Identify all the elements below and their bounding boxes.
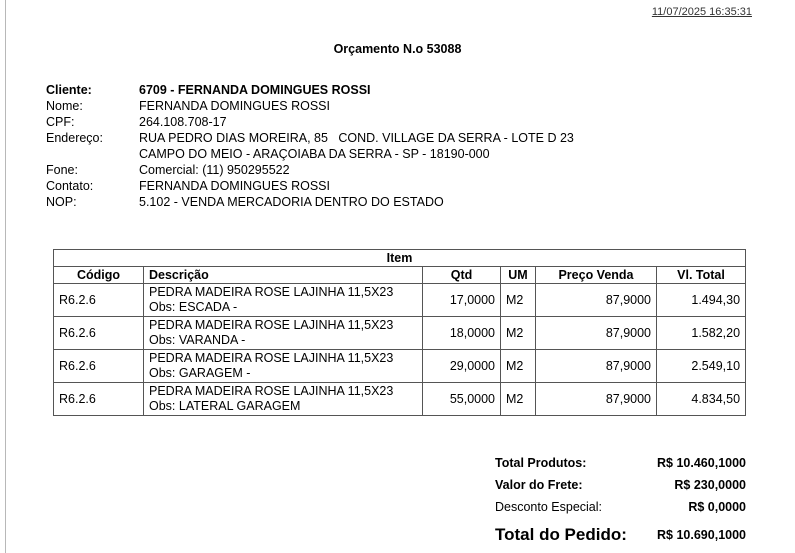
cell-qtd: 17,0000 [423,284,501,317]
nop-row [46,194,574,210]
table-row [54,284,746,317]
item-obs: Obs: GARAGEM - [149,366,251,380]
valor-frete-value: R$ 230,0000 [674,478,746,492]
cpf-row [46,114,574,130]
client-row [46,82,574,98]
total-pedido-row [495,522,746,548]
col-header-qtd: Qtd [423,267,501,284]
cell-qtd: 29,0000 [423,350,501,383]
totals-block [495,452,746,548]
item-obs: Obs: VARANDA - [149,333,246,347]
cell-um: M2 [501,383,536,416]
cell-codigo: R6.2.6 [54,350,144,383]
fone-row [46,162,574,178]
document-title: Orçamento N.o 53088 [333,42,462,56]
contato-row [46,178,574,194]
item-description: PEDRA MADEIRA ROSE LAJINHA 11,5X23 [149,318,394,332]
valor-frete-row [495,474,746,496]
table-row [54,350,746,383]
table-row [54,317,746,350]
col-header-total: Vl. Total [657,267,746,284]
item-description: PEDRA MADEIRA ROSE LAJINHA 11,5X23 [149,285,394,299]
cell-total: 1.494,30 [657,284,746,317]
total-pedido-value: R$ 10.690,1000 [657,528,746,542]
col-header-um: UM [501,267,536,284]
total-produtos-row [495,452,746,474]
table-group-header: Item [54,250,746,267]
client-info-block [46,82,574,210]
cliente-label: Cliente: [46,83,92,97]
table-header-row [54,267,746,284]
contato-value: FERNANDA DOMINGUES ROSSI [139,179,330,193]
desconto-label: Desconto Especial: [495,500,603,514]
cpf-value: 264.108.708-17 [139,115,227,129]
cell-descricao [144,317,423,350]
cell-qtd: 18,0000 [423,317,501,350]
item-obs: Obs: LATERAL GARAGEM [149,399,301,413]
col-header-descricao: Descrição [144,267,423,284]
endereco-row [46,130,574,146]
col-header-codigo: Código [54,267,144,284]
print-timestamp: 11/07/2025 16:35:31 [651,6,752,18]
cell-descricao [144,350,423,383]
cell-um: M2 [501,284,536,317]
cliente-value: 6709 - FERNANDA DOMINGUES ROSSI [139,83,371,97]
cell-um: M2 [501,350,536,383]
nop-label: NOP: [46,195,77,209]
cell-descricao [144,284,423,317]
cell-qtd: 55,0000 [423,383,501,416]
endereco-line1: RUA PEDRO DIAS MOREIRA, 85 COND. VILLAGE DA SERRA - LOTE D 23 [139,131,574,145]
page-left-border [5,0,6,553]
cell-preco: 87,9000 [536,284,657,317]
endereco-line2: CAMPO DO MEIO - ARAÇOIABA DA SERRA - SP - 18190-000 [139,147,490,161]
cell-total: 4.834,50 [657,383,746,416]
items-table [53,249,746,416]
valor-frete-label: Valor do Frete: [495,478,583,492]
total-produtos-value: R$ 10.460,1000 [657,456,746,470]
desconto-row [495,496,746,518]
cell-preco: 87,9000 [536,350,657,383]
cell-codigo: R6.2.6 [54,317,144,350]
fone-label: Fone: [46,163,78,177]
cell-total: 2.549,10 [657,350,746,383]
item-description: PEDRA MADEIRA ROSE LAJINHA 11,5X23 [149,351,394,365]
nome-label: Nome: [46,99,83,113]
cell-preco: 87,9000 [536,383,657,416]
cell-preco: 87,9000 [536,317,657,350]
total-pedido-label: Total do Pedido: [495,525,627,544]
total-produtos-label: Total Produtos: [495,456,587,470]
cell-codigo: R6.2.6 [54,383,144,416]
cell-total: 1.582,20 [657,317,746,350]
col-header-preco: Preço Venda [536,267,657,284]
cell-descricao [144,383,423,416]
nome-row [46,98,574,114]
fone-value: Comercial: (11) 950295522 [139,163,290,177]
nop-value: 5.102 - VENDA MERCADORIA DENTRO DO ESTADO [139,195,444,209]
nome-value: FERNANDA DOMINGUES ROSSI [139,99,330,113]
cell-um: M2 [501,317,536,350]
endereco-label: Endereço: [46,131,103,145]
table-row [54,383,746,416]
cell-codigo: R6.2.6 [54,284,144,317]
contato-label: Contato: [46,179,94,193]
cpf-label: CPF: [46,115,75,129]
endereco-row-2 [46,146,574,162]
item-obs: Obs: ESCADA - [149,300,238,314]
item-description: PEDRA MADEIRA ROSE LAJINHA 11,5X23 [149,384,394,398]
desconto-value: R$ 0,0000 [688,500,746,514]
